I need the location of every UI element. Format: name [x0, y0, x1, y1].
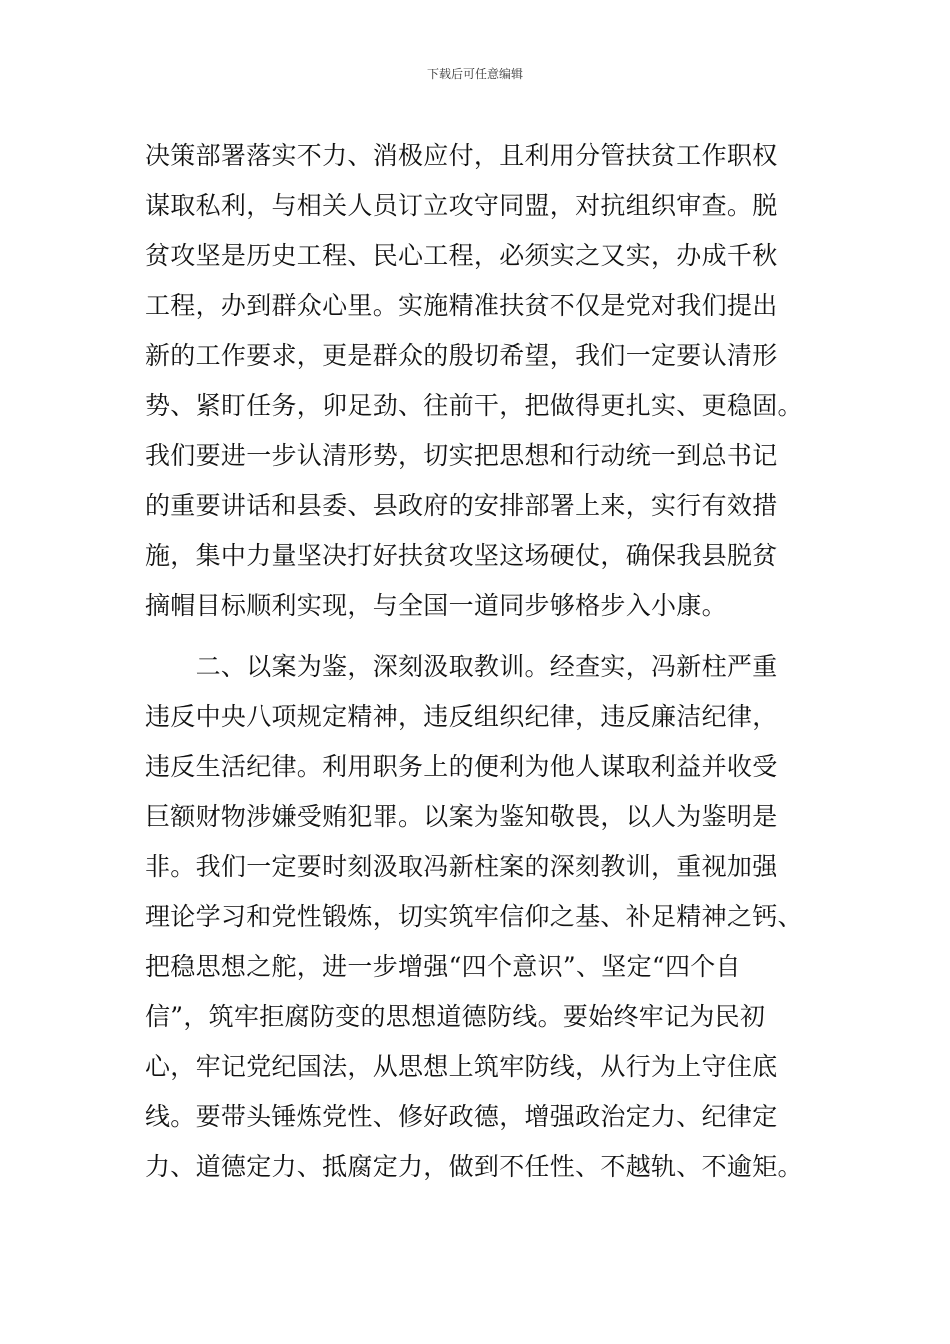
- text-line: 摘帽目标顺利实现，与全国一道同步够格步入小康。: [145, 591, 727, 620]
- paragraph-2: [145, 642, 810, 1192]
- page-header: 下载后可任意编辑: [426, 67, 523, 81]
- text-line: 新的工作要求，更是群众的殷切希望，我们一定要认清形: [145, 341, 778, 370]
- text-line: 线。要带头锤炼党性、修好政德，增强政治定力、纪律定: [145, 1102, 778, 1131]
- text-line: 巨额财物涉嫌受贿犯罪。以案为鉴知敬畏，以人为鉴明是: [145, 802, 778, 831]
- text-line: 力、道德定力、抵腐定力，做到不任性、不越轨、不逾矩。: [145, 1152, 803, 1181]
- text-line: 的重要讲话和县委、县政府的安排部署上来，实行有效措: [145, 491, 778, 520]
- text-line: 决策部署落实不力、消极应付，且利用分管扶贫工作职权: [145, 141, 778, 170]
- text-line: 心，牢记党纪国法，从思想上筑牢防线，从行为上守住底: [145, 1052, 778, 1081]
- text-line: 谋取私利，与相关人员订立攻守同盟，对抗组织审查。脱: [145, 191, 778, 220]
- text-line: 我们要进一步认清形势，切实把思想和行动统一到总书记: [145, 441, 778, 470]
- text-line: 二、以案为鉴，深刻汲取教训。经查实，冯新柱严重: [145, 652, 778, 681]
- paragraph-1: [145, 131, 810, 631]
- text-line: 理论学习和党性锻炼，切实筑牢信仰之基、补足精神之钙、: [145, 902, 803, 931]
- text-line: 非。我们一定要时刻汲取冯新柱案的深刻教训，重视加强: [145, 852, 778, 881]
- text-line: 违反中央八项规定精神，违反组织纪律，违反廉洁纪律，: [145, 702, 778, 731]
- paragraph-gap: [145, 631, 810, 642]
- text-line: 贫攻坚是历史工程、民心工程，必须实之又实，办成千秋: [145, 241, 778, 270]
- text-line: 施，集中力量坚决打好扶贫攻坚这场硬仗，确保我县脱贫: [145, 541, 778, 570]
- text-line: 工程，办到群众心里。实施精准扶贫不仅是党对我们提出: [145, 291, 778, 320]
- text-line: 势、紧盯任务，卯足劲、往前干，把做得更扎实、更稳固。: [145, 391, 803, 420]
- text-line: 信”，筑牢拒腐防变的思想道德防线。要始终牢记为民初: [145, 1002, 766, 1031]
- text-line: 把稳思想之舵，进一步增强“四个意识”、坚定“四个自: [145, 952, 741, 981]
- text-line: 违反生活纪律。利用职务上的便利为他人谋取利益并收受: [145, 752, 778, 781]
- document-body: [145, 131, 810, 1192]
